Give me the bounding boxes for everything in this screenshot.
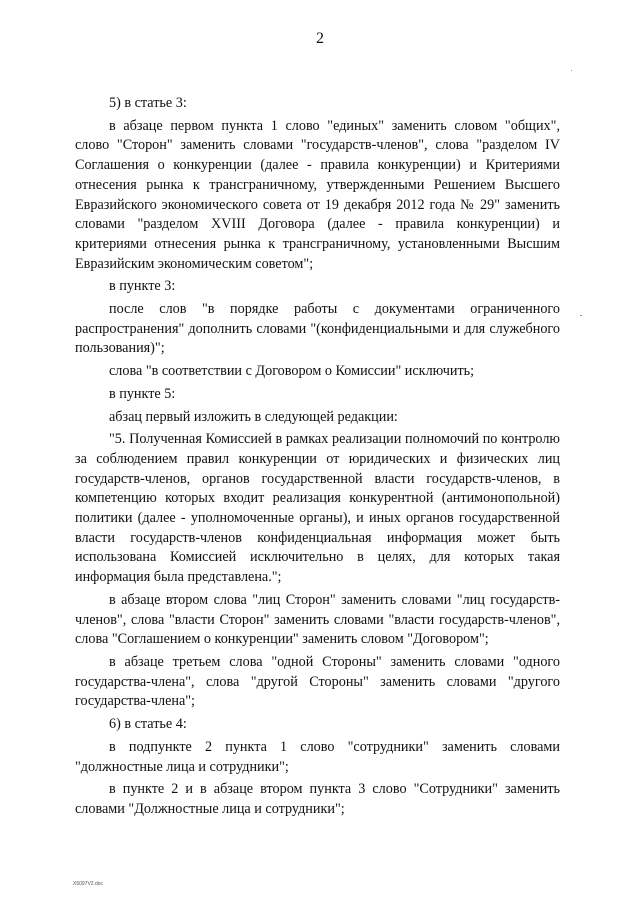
paragraph-point-1-amendment: в абзаце первом пункта 1 слово "единых" заменить словом "общих", слово "Сторон" заменить словами "государств-членов", слова "разделом IV Соглашения о конкуренции (далее - правила конкуренции) и Критериями отнесения рынка к трансграничному, утвержденными Решением Высшего Евразийского экономического совета от 19 декабря 2012 года № 29" заменить словами "разделом XVIII Договора (далее - правила конкуренции) и критериями отнесения рынка к трансграничному, установленными Высшим Евразийским экономическим советом"; bbox=[75, 117, 560, 272]
document-body bbox=[75, 94, 560, 823]
paragraph-point-5-third-abzats: в абзаце третьем слова "одной Стороны" заменить словами "одного государства-члена", слова "другой Стороны" заменить словами "другого государства-члена"; bbox=[75, 653, 560, 710]
paragraph-point-3-heading: в пункте 3: bbox=[109, 278, 176, 295]
paragraph-point-3-deletion: слова "в соответствии с Договором о Комиссии" исключить; bbox=[109, 363, 475, 380]
footer-file-code: Х5097V2.doc bbox=[73, 881, 104, 887]
paragraph-article-4-point-2-3: в пункте 2 и в абзаце втором пункта 3 слово "Сотрудники" заменить словами "Должностные лица и сотрудники"; bbox=[75, 781, 560, 817]
paragraph-article-3-heading: 5) в статье 3: bbox=[109, 95, 187, 111]
paragraph-point-5-intro: абзац первый изложить в следующей редакции: bbox=[109, 408, 398, 425]
paragraph-point-5-second-abzats: в абзаце втором слова "лиц Сторон" заменить словами "лиц государств-членов", слова "власти Сторон" заменить словами "власти государств-членов", слова "Соглашением о конкуренции" заменить словом "Договором"; bbox=[75, 591, 560, 648]
paragraph-article-4-heading: 6) в статье 4: bbox=[109, 716, 187, 733]
paragraph-point-3-addition: после слов "в порядке работы с документами ограниченного распространения" дополнить словами "(конфиденциальными и для служебного пользования)"; bbox=[75, 301, 560, 357]
scan-speck bbox=[571, 70, 572, 71]
scan-speck bbox=[580, 315, 582, 316]
paragraph-point-5-heading: в пункте 5: bbox=[109, 385, 176, 402]
paragraph-article-4-subpoint-2: в подпункте 2 пункта 1 слово "сотрудники" заменить словами "должностные лица и сотрудники"; bbox=[75, 738, 560, 775]
page-number: 2 bbox=[316, 30, 324, 47]
paragraph-point-5-new-text: "5. Полученная Комиссией в рамках реализации полномочий по контролю за соблюдением правил конкуренции от юридических и физических лиц государств-членов, органов государственной власти государств-членов, в компетенцию которых входит реализация конкурентной (антимонопольной) политики (далее - уполномоченные органы), и иных органов государственной власти государств-членов конфиденциальная информация может быть использована Комиссией исключительно в целях, для которых такая информация была представлена."; bbox=[75, 431, 560, 586]
